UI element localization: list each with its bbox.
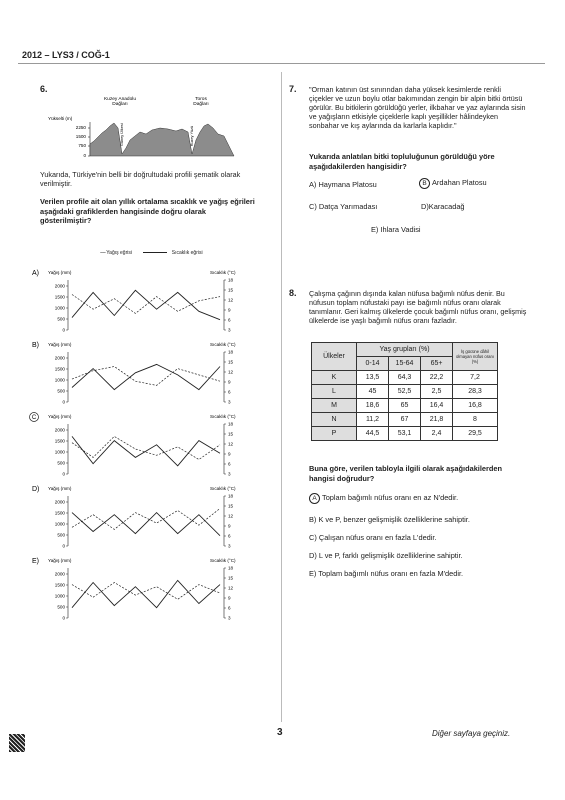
profile-tick: 0 [83, 153, 86, 158]
qr-code [9, 734, 25, 752]
profile-tick: 750 [78, 143, 86, 148]
rain-tick: 2000 [54, 355, 65, 361]
q7-option-b[interactable] [419, 178, 487, 189]
temp-tick: 6 [228, 389, 231, 395]
rain-tick: 0 [62, 327, 65, 333]
table-cell: 44,5 [357, 427, 389, 441]
rain-tick: 1000 [54, 449, 65, 455]
option-chart-3 [28, 410, 268, 480]
selected-answer-circle: B [419, 178, 430, 189]
temp-tick: 6 [228, 533, 231, 539]
temp-axis-title: Sıcaklık (°C) [210, 414, 236, 419]
table-cell: 7,2 [453, 371, 498, 385]
temp-tick: 12 [228, 585, 234, 591]
table-cell: 29,5 [453, 427, 498, 441]
q8-option-d[interactable]: D) L ve P, farklı gelişmişlik özelliklerine sahiptir. [309, 551, 463, 560]
rain-axis-title: Yağış (mm) [48, 486, 72, 491]
q7-option-d[interactable]: D)Karacadağ [421, 202, 465, 211]
rain-axis-title: Yağış (mm) [48, 342, 72, 347]
table-cell: 53,1 [389, 427, 421, 441]
table-row [312, 413, 498, 427]
rain-axis-title: Yağış (mm) [48, 558, 72, 563]
temp-curve [72, 436, 220, 465]
temp-axis-title: Sıcaklık (°C) [210, 558, 236, 563]
temp-tick: 18 [228, 277, 234, 283]
rain-curve [72, 508, 220, 529]
rain-curve [72, 436, 220, 459]
rain-tick: 2000 [54, 283, 65, 289]
profile-north-slope-label: Güney Ülkesi [120, 123, 124, 146]
temp-tick: 9 [228, 523, 231, 529]
rain-tick: 1000 [54, 305, 65, 311]
table-cell: 18,6 [357, 399, 389, 413]
temp-tick: 18 [228, 565, 234, 571]
table-cell: 2,5 [421, 385, 453, 399]
rain-axis-title: Yağış (mm) [48, 414, 72, 419]
rain-tick: 2000 [54, 571, 65, 577]
rain-tick: 0 [62, 471, 65, 477]
q8-option-b[interactable]: B) K ve P, benzer gelişmişlik özelliklerine sahiptir. [309, 515, 470, 524]
q6-number: 6. [40, 84, 48, 94]
selected-answer-circle: A [309, 493, 320, 504]
table-cell: 11,2 [357, 413, 389, 427]
table-subheader: 65+ [421, 357, 453, 371]
q8-population-table [311, 342, 498, 441]
profile-tick: 2250 [75, 125, 86, 130]
profile-south-slope-label: Kuzey Yüzü [190, 125, 194, 146]
table-row-label: P [312, 427, 357, 441]
temp-tick: 9 [228, 379, 231, 385]
rain-axis-title: Yağış (mm) [48, 270, 72, 275]
table-cell: 16,4 [421, 399, 453, 413]
table-row-label: N [312, 413, 357, 427]
rain-tick: 1500 [54, 582, 65, 588]
q8-question: Buna göre, verilen tabloyla ilgili olarak aşağıdakilerden hangisi doğrudur? [309, 464, 503, 483]
option-letter: D) [32, 486, 40, 493]
temp-curve [72, 364, 220, 389]
rain-tick: 2000 [54, 499, 65, 505]
table-row-label: M [312, 399, 357, 413]
option-chart-2 [28, 338, 268, 408]
temp-tick: 3 [228, 543, 231, 549]
q6-question: Verilen profile ait olan yıllık ortalama sıcaklık ve yağış eğrileri aşağıdaki grafiklerden hangisinde doğru olarak gösterilmiştir? [40, 197, 255, 225]
temp-tick: 12 [228, 441, 234, 447]
profile-tick: 1500 [75, 134, 86, 139]
table-cell: 65 [389, 399, 421, 413]
table-cell: 28,3 [453, 385, 498, 399]
q6-intro-text: Yukarıda, Türkiye'nin belli bir doğrultudaki profili şematik olarak verilmiştir. [40, 170, 241, 188]
page-number: 3 [277, 727, 283, 738]
q6-legend: - - - - - Yağış eğrisi Sıcaklık eğrisi [100, 250, 203, 256]
q6-options-charts [28, 266, 268, 626]
table-row [312, 399, 498, 413]
table-cell: 2,4 [421, 427, 453, 441]
option-letter: B) [32, 342, 39, 349]
column-divider [281, 72, 282, 722]
table-subheader: 0-14 [357, 357, 389, 371]
profile-north-label: Kuzey Anadolu Dağları [103, 97, 137, 107]
rain-tick: 1500 [54, 366, 65, 372]
option-letter: E) [32, 558, 39, 565]
table-cell: 64,3 [389, 371, 421, 385]
temp-tick: 15 [228, 359, 234, 365]
q8-option-a-text: Toplam bağımlı nüfus oranı en az N'dedir. [322, 493, 459, 502]
option-chart-1 [28, 266, 268, 336]
rain-tick: 500 [57, 388, 65, 394]
temp-tick: 9 [228, 451, 231, 457]
legend-temp-label: Sıcaklık eğrisi [171, 250, 203, 256]
profile-south-label: Toros Dağları [193, 97, 209, 107]
legend-rain-label: Yağış eğrisi [106, 250, 132, 256]
rain-tick: 500 [57, 316, 65, 322]
table-cell: 8 [453, 413, 498, 427]
q7-number: 7. [289, 84, 297, 94]
temp-tick: 12 [228, 369, 234, 375]
temp-tick: 18 [228, 421, 234, 427]
q8-option-a[interactable] [309, 493, 458, 504]
rain-tick: 0 [62, 615, 65, 621]
temp-tick: 12 [228, 297, 234, 303]
rain-tick: 500 [57, 460, 65, 466]
q7-option-e[interactable]: E) Ihlara Vadisi [371, 225, 421, 234]
temp-tick: 15 [228, 431, 234, 437]
temp-tick: 15 [228, 575, 234, 581]
temp-axis-title: Sıcaklık (°C) [210, 486, 236, 491]
table-cell: 13,5 [357, 371, 389, 385]
option-letter-circled: C [31, 415, 37, 422]
table-cell: 16,8 [453, 399, 498, 413]
table-row [312, 427, 498, 441]
temp-tick: 6 [228, 317, 231, 323]
temp-tick: 12 [228, 513, 234, 519]
temp-curve [72, 580, 220, 607]
exam-header: 2012 – LYS3 / COĞ-1 [22, 50, 110, 60]
temp-tick: 3 [228, 327, 231, 333]
temp-tick: 3 [228, 615, 231, 621]
temp-curve [72, 513, 220, 536]
temp-tick: 9 [228, 307, 231, 313]
table-cell: 45 [357, 385, 389, 399]
temp-tick: 6 [228, 461, 231, 467]
q8-option-c[interactable]: C) Çalışan nüfus oranı en fazla L'dedir. [309, 533, 437, 542]
option-chart-5 [28, 554, 268, 624]
q8-number: 8. [289, 288, 297, 298]
temp-tick: 18 [228, 493, 234, 499]
temp-tick: 3 [228, 399, 231, 405]
rain-tick: 1500 [54, 510, 65, 516]
rain-tick: 1500 [54, 294, 65, 300]
q7-question: Yukarıda anlatılan bitki topluluğunun görüldüğü yöre aşağıdakilerden hangisidir? [309, 152, 495, 171]
q7-option-a[interactable]: A) Haymana Platosu [309, 180, 377, 189]
header-divider [18, 63, 545, 64]
q8-option-e[interactable]: E) Toplam bağımlı nüfus oranı en fazla M'dedir. [309, 569, 464, 578]
rain-tick: 0 [62, 399, 65, 405]
temp-tick: 3 [228, 471, 231, 477]
rain-tick: 2000 [54, 427, 65, 433]
temp-axis-title: Sıcaklık (°C) [210, 270, 236, 275]
table-header-age-groups: Yaş grupları (%) [357, 343, 453, 357]
profile-y-axis-title: Yükselti (m) [48, 116, 73, 121]
q6-profile-diagram [30, 92, 240, 164]
table-cell: 21,8 [421, 413, 453, 427]
table-header-country: Ülkeler [312, 343, 357, 371]
option-chart-4 [28, 482, 268, 552]
rain-tick: 1000 [54, 377, 65, 383]
rain-tick: 1500 [54, 438, 65, 444]
q8-passage: Çalışma çağının dışında kalan nüfusa bağımlı nüfus denir. Bu nüfusun toplam nüfustaki payı ise bağımlı nüfus oranı olarak tanımlanır. Geri kalmış ülkelerde çocuk bağımlı nüfus oranı, gelişmiş ülkelerde ise yaşlı bağımlı nüfus oranı fazladır. [309, 289, 527, 325]
rain-tick: 1000 [54, 521, 65, 527]
table-cell: 52,5 [389, 385, 421, 399]
q7-option-b-text: Ardahan Platosu [432, 178, 487, 187]
temp-tick: 9 [228, 595, 231, 601]
table-row-label: K [312, 371, 357, 385]
next-page-note: Diğer sayfaya geçiniz. [432, 729, 511, 738]
temp-tick: 18 [228, 349, 234, 355]
rain-tick: 0 [62, 543, 65, 549]
table-header-non-labor: İş gücüne dâhil olmayan nüfus oranı (%) [453, 343, 498, 371]
q7-option-c[interactable]: C) Datça Yarımadası [309, 202, 378, 211]
table-row-label: L [312, 385, 357, 399]
temp-tick: 6 [228, 605, 231, 611]
q7-passage: "Orman katının üst sınırından daha yüksek kesimlerde renkli çiçekler ve uzun boylu otlar bakımından zengin bir alpin bitki örtüsü görülür. Bu bitkilerin görüldüğü yerler, ilkbahar ve yaz aylarında sisin ve yağışların etkisiyle çiçeklerle kaplı yeşillikler hâlindeyken sonbahar ve kış aylarında da karlarla kaplıdır." [309, 85, 526, 130]
temp-tick: 15 [228, 503, 234, 509]
rain-tick: 1000 [54, 593, 65, 599]
temp-tick: 15 [228, 287, 234, 293]
table-cell: 22,2 [421, 371, 453, 385]
rain-tick: 500 [57, 604, 65, 610]
rain-tick: 500 [57, 532, 65, 538]
table-cell: 67 [389, 413, 421, 427]
table-row [312, 385, 498, 399]
table-row [312, 371, 498, 385]
temp-axis-title: Sıcaklık (°C) [210, 342, 236, 347]
table-subheader: 15-64 [389, 357, 421, 371]
option-letter: A) [32, 270, 39, 277]
